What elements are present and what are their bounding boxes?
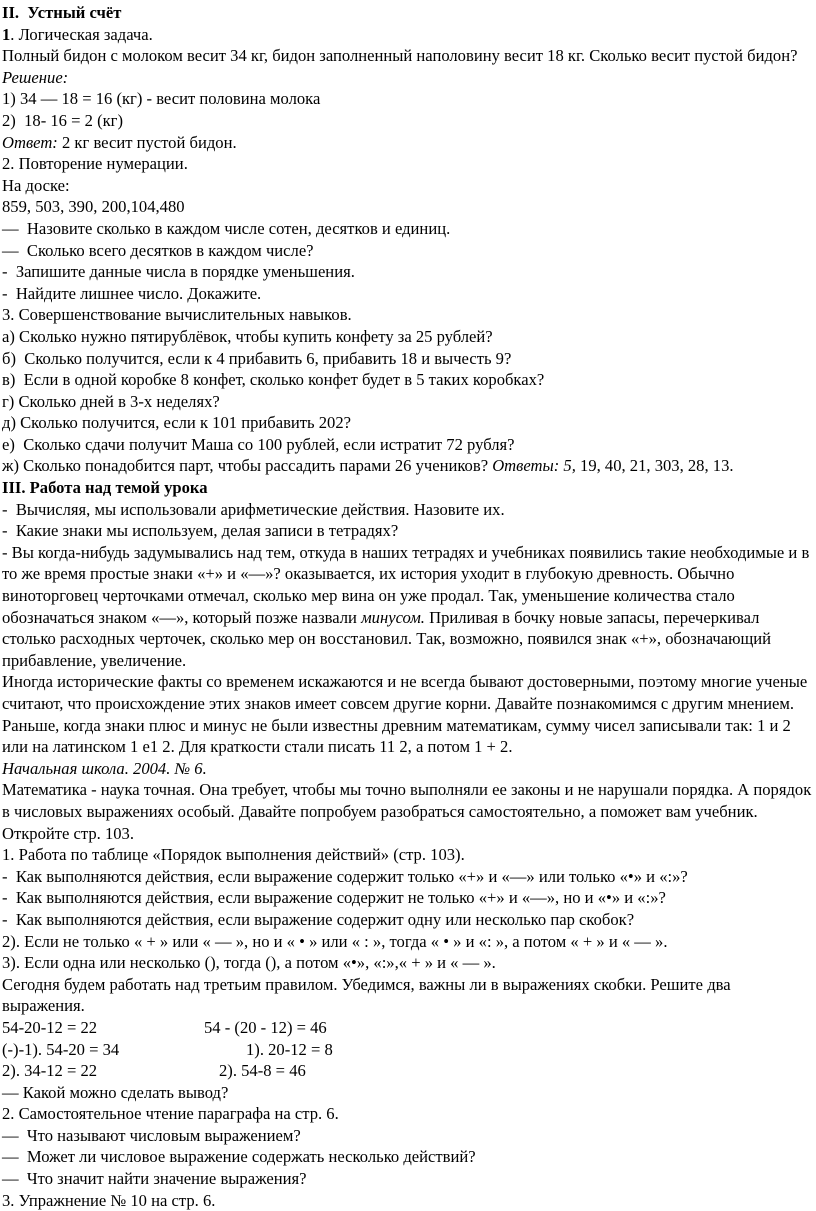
computation-question-d: д) Сколько получится, если к 101 прибавить 202? <box>2 413 352 433</box>
computation-question-g: г) Сколько дней в 3-х неделях? <box>2 391 220 411</box>
section-heading-lesson-topic: III. Работа над темой урока <box>2 478 208 498</box>
facts-paragraph: Иногда исторические факты со временем искажаются и не всегда бывают достоверными, поэтому многие ученые считают, что происхождение этих знаков имеет совсем другие корни. Давайте познакомимся с другим мнением. <box>2 672 808 713</box>
expression-right: 54 - (20 - 12) = 46 <box>204 1017 327 1037</box>
history-paragraph <box>2 542 812 672</box>
numeration-question-3: - Запишите данные числа в порядке уменьшения. <box>2 262 355 282</box>
computation-question-b: б) Сколько получится, если к 4 прибавить 6, прибавить 18 и вычесть 9? <box>2 348 512 368</box>
rule-2: 2). Если не только « + » или « — », но и « • » или « : », тогда « • » и «: », а потом « + » и « — ». <box>2 931 668 951</box>
task-number: 1 <box>2 24 11 44</box>
task-numeration-title: 2. Повторение нумерации. <box>2 154 188 174</box>
computation-question-zh <box>2 455 812 477</box>
reading-question-3: — Что значит найти значение выражения? <box>2 1169 307 1189</box>
table-question-2: - Как выполняются действия, если выражение содержит не только «+» и «—», но и «•» и «:»? <box>2 888 666 908</box>
question-zh-text: ж) Сколько понадобится парт, чтобы рассадить парами 26 учеников? <box>2 456 493 476</box>
table-question-3: - Как выполняются действия, если выражение содержит одну или несколько пар скобок? <box>2 909 635 929</box>
work-table-title: 1. Работа по таблице «Порядок выполнения действий» (стр. 103). <box>2 845 465 865</box>
task-title-text: . Логическая задача. <box>10 24 153 44</box>
expression-left: (-)-1). 54-20 = 34 <box>2 1039 120 1059</box>
computation-question-e: е) Сколько сдачи получит Маша со 100 рублей, если истратит 72 рубля? <box>2 434 515 454</box>
expression-row-2 <box>2 1039 812 1061</box>
reading-question-1: — Что называют числовым выражением? <box>2 1125 301 1145</box>
answers-values: 19, 40, 21, 303, 28, 13. <box>575 456 734 476</box>
signs-origin-paragraph: Раньше, когда знаки плюс и минус не были известны древним математикам, сумму чисел записывали так: 1 и 2 или на латинском 1 е1 2. Для краткости стали писать 11 2, а потом 1 + 2. <box>2 715 791 757</box>
document-page <box>2 2 812 1211</box>
exercise-title: 3. Упражнение № 10 на стр. 6. <box>2 1190 216 1210</box>
task-logic-title <box>2 24 812 46</box>
solution-step-1: 1) 34 — 18 = 16 (кг) - весит половина молока <box>2 89 321 109</box>
reading-question-2: — Может ли числовое выражение содержать несколько действий? <box>2 1147 476 1167</box>
reading-task-title: 2. Самостоятельное чтение параграфа на стр. 6. <box>2 1104 339 1124</box>
task-logic-problem <box>2 45 812 88</box>
expression-row-3 <box>2 1060 812 1082</box>
numeration-question-2: — Сколько всего десятков в каждом числе? <box>2 240 314 260</box>
expression-left: 2). 34-12 = 22 <box>2 1061 98 1081</box>
third-rule-paragraph: Сегодня будем работать над третьим правилом. Убедимся, важны ли в выражениях скобки. Решите два выражения. <box>2 974 731 1016</box>
table-question-1: - Как выполняются действия, если выражение содержит только «+» и «—» или только «•» и «:»? <box>2 866 688 886</box>
answer-label: Ответ: <box>2 132 58 152</box>
problem-text: Полный бидон с молоком весит 34 кг, бидон заполненный наполовину весит 18 кг. Сколько весит пустой бидон? <box>2 46 798 66</box>
task-computation-title: 3. Совершенствование вычислительных навыков. <box>2 305 352 325</box>
numeration-question-4: - Найдите лишнее число. Докажите. <box>2 283 262 303</box>
expression-row-1 <box>2 1017 812 1039</box>
computation-question-v: в) Если в одной коробке 8 конфет, сколько конфет будет в 5 таких коробках? <box>2 370 545 390</box>
minus-term: минусом. <box>361 607 425 627</box>
answer-text: 2 кг весит пустой бидон. <box>57 132 237 152</box>
section-heading-oral-counting: II. Устный счёт <box>2 3 122 22</box>
rule-3: 3). Если одна или несколько (), тогда (), а потом «•», «:»,« + » и « — ». <box>2 953 496 973</box>
math-order-paragraph: Математика - наука точная. Она требует, чтобы мы точно выполняли ее законы и не нарушали порядка. А порядок в числовых выражениях особый. Давайте попробуем разобраться самостоятельно, а поможет вам учебник. Откройте стр. 103. <box>2 780 812 843</box>
solution-answer <box>2 132 812 154</box>
board-numbers: 859, 503, 390, 200,104,480 <box>2 197 185 217</box>
conclusion-question: — Какой можно сделать вывод? <box>2 1082 229 1102</box>
numeration-question-1: — Назовите сколько в каждом числе сотен, десятков и единиц. <box>2 218 451 238</box>
expression-right: 1). 20-12 = 8 <box>246 1039 333 1059</box>
answers-label: Ответы: 5, <box>492 456 576 476</box>
topic-question-2: - Какие знаки мы используем, делая записи в тетрадях? <box>2 521 399 541</box>
history-text-b: Приливая в бочку новые запасы, перечеркивал столько расходных черточек, сколько мер он восстановил. Так, возможно, появился знак «+», обозначающий прибавление, увеличение. <box>2 607 772 670</box>
solution-label: Решение: <box>2 67 69 87</box>
computation-question-a: а) Сколько нужно пятирублёвок, чтобы купить конфету за 25 рублей? <box>2 326 493 346</box>
topic-question-1: - Вычисляя, мы использовали арифметические действия. Назовите их. <box>2 499 505 519</box>
board-label: На доске: <box>2 175 70 195</box>
history-text-a: - Вы когда-нибудь задумывались над тем, откуда в наших тетрадях и учебниках появились такие необходимые и в то же время простые знаки «+» и «—»? оказывается, их история уходит в глубокую древность. Обычно виноторговец черточками отмечал, сколько мер вина он уже продал. Так, уменьшение количества стало обозначаться знаком «—», который позже назвали <box>2 542 810 627</box>
source-citation: Начальная школа. 2004. № 6. <box>2 758 207 778</box>
expression-right: 2). 54-8 = 46 <box>219 1061 306 1081</box>
solution-step-2: 2) 18- 16 = 2 (кг) <box>2 110 124 130</box>
expression-left: 54-20-12 = 22 <box>2 1017 98 1037</box>
